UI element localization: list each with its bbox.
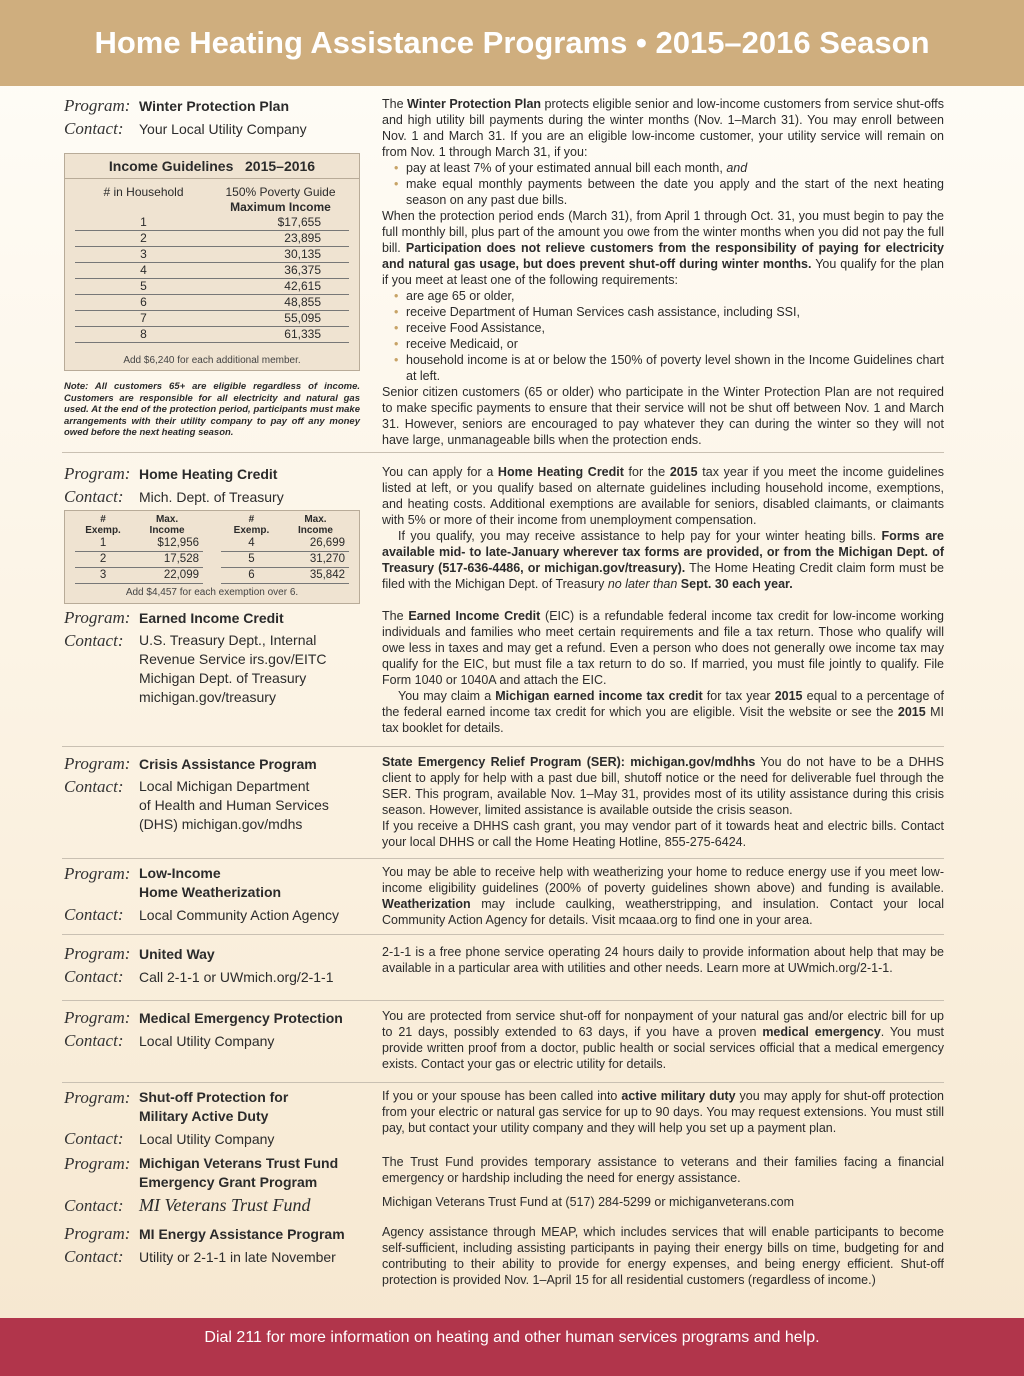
section-military-duty: Program: Shut-off Protection for Military Active Duty Contact: Local Utility Company If you or your spouse has been called into active military duty you may apply for shut-off protection from your electric or natural gas service for up to 90 days. You may request extensions. You must still pay, but contact your utility company and they will help you set up a payment plan. (64, 1088, 944, 1148)
contact-value: Your Local Utility Company (139, 121, 307, 137)
list-item: • receive Medicaid, or (406, 336, 944, 352)
table-row: 1 $12,956 (75, 536, 203, 552)
table-row: 5 42,615 (75, 279, 349, 295)
contact-value: Local Michigan Department of Health and Human Services (DHS) michigan.gov/mdhs (139, 778, 329, 832)
program-name: Low-Income Home Weatherization (139, 865, 282, 900)
heating-credit-description: You can apply for a Home Heating Credit for the 2015 tax year if you meet the income guidelines listed at left, or you qualify based on alternate guidelines including household income, exemptions, and heating costs. Additional exemptions are available for seniors, disabled claimants, or claimants with 5% or more of their income from unemployment compensation. If you qualify, you may receive assistance to help pay for your winter heating bills. Forms are available mid- to late-January wherever tax forms are provided, or from the Michigan Dept. of Treasury (517-636-4486, or michigan.gov/treasury). The Home Heating Credit claim form must be filed with the Michigan Dept. of Treasury no later than Sept. 30 each year. (382, 465, 945, 591)
section-veterans-trust-fund: Program: Michigan Veterans Trust Fund Emergency Grant Program Contact: MI Veterans Trust Fund The Trust Fund provides temporary assistance to veterans and their families facing a financial emergency or hardship including the need for energy assistance. Michigan Veterans Trust Fund at (517) 284-5299 or michiganveterans.com (64, 1154, 944, 1215)
section-meap: Program: MI Energy Assistance Program Contact: Utility or 2-1-1 in late November Agency assistance through MEAP, which includes services that will enable participants to become self-sufficient, including assisting participants in paying their energy bills on time, budgeting for and contributing to their ability to provide for energy expenses, and being energy efficient. Shut-off protection is provided Nov. 1–April 15 for all residential customers (regardless of income.) (64, 1224, 944, 1287)
winter-description: The Winter Protection Plan protects eligible senior and low-income customers from service shut-offs and high utility bill payments during the winter months (Nov. 1–March 31). You may enroll between Nov. 1 and March 31. If you are an eligible low-income customer, your utility service will remain on from Nov. 1 through March 31, if you: • pay at least 7% of your estimated annual bill each month, and • make equal monthly payments between the date you apply and the start of the next heating season on any past due bills. When the protection period ends (March 31), from April 1 through Oct. 31, you must begin to pay the full monthly bill, plus part of the amount you owe from the winter months when you did not pay the full bill. Participation does not relieve customers from the responsibility of paying for electricity and natural gas usage, but does prevent shut-off during winter months. You qualify for the plan if you meet at least one of the following requirements: • are age 65 or older, • receive Department of Human Services cash assistance, including SSI, • receive Food Assistance, • receive Medicaid, or • household income is at or below the 150% of poverty level shown in the Income Guidelines chart at left. Senior citizen customers (65 or older) who participate in the Winter Protection Plan are not required to make specific payments to ensure that their service will not be shut off between Nov. 1 and March 31. However, seniors are encouraged to pay whatever they can during the winter so they will not have large, unmanageable bills when the protection ends. (382, 96, 944, 448)
table-row: 4 36,375 (75, 263, 349, 279)
heating-credit-table: # Exemp. Max. Income 1 $12,956 2 17,528 3 22,099 # Exemp. Max. Income 4 26,699 5 31,270 6 35,842 Add $4,457 for each exemption over 6. (64, 510, 360, 604)
weatherization-description: You may be able to receive help with weatherizing your home to reduce energy use if you meet low-income eligibility guidelines (200% of poverty guidelines shown above) and funding is available. Weatherization may include caulking, weatherstripping, and insulation. Contact your local Community Action Agency for details. Visit mcaaa.org to find one in your area. (382, 865, 944, 927)
contact-value: Local Community Action Agency (139, 907, 339, 923)
veterans-description: The Trust Fund provides temporary assistance to veterans and their families facing a financial emergency or hardship including the need for energy assistance. Michigan Veterans Trust Fund at (517) 284-5299 or michiganveterans.com (382, 1155, 944, 1209)
eic-description: The Earned Income Credit (EIC) is a refundable federal income tax credit for low-income working individuals and families who meet certain requirements and file a tax return. Those who qualify will owe less in taxes and may get a refund. Even a person who does not generally owe income tax may qualify for the EIC, but must file a tax return to do so. If married, you must file jointly to qualify. File Form 1040 or 1040A and attach the EIC. You may claim a Michigan earned income tax credit for tax year 2015 equal to a percentage of the federal earned income tax credit for which you are eligible. Visit the website or see the 2015 MI tax booklet for details. (382, 609, 945, 735)
table-row: 2 17,528 (75, 552, 203, 568)
table-row: 2 23,895 (75, 231, 349, 247)
section-winter-protection (62, 96, 944, 453)
table-row: 6 48,855 (75, 295, 349, 311)
col-poverty-guide: 150% Poverty Guide (225, 185, 336, 199)
list-item: • pay at least 7% of your estimated annual bill each month, and (406, 160, 944, 176)
program-name: MI Energy Assistance Program (139, 1226, 345, 1242)
table-row: 6 35,842 (221, 568, 349, 584)
program-name: Home Heating Credit (139, 466, 278, 482)
contact-value: Local Utility Company (139, 1033, 275, 1049)
program-label: Program: (64, 96, 131, 115)
list-item: • make equal monthly payments between the date you apply and the start of the next heating season on any past due bills. (406, 176, 944, 208)
section-home-heating-credit: Program: Home Heating Credit Contact: Mich. Dept. of Treasury # Exemp. Max. Income 1 $12,956 2 17,528 3 22,099 # Exemp. Max. Income 4 26,699 5 31,270 6 35,842 Add $4,457 for each exemption over 6. You can apply for a Home Heating Credit for the 2015 tax year if you meet the income guidelines listed at left, or you qualify based on alternate guidelines including household income, exemptions, and heating costs. Additional exemptions are available for seniors, disabled claimants, or claimants with 5% or more of their income from unemployment compensation. If you qualify, you may receive assistance to help pay for your winter heating bills. Forms are available mid- to late-January wherever tax forms are provided, or from the Michigan Dept. of Treasury (517-636-4486, or michigan.gov/treasury). The Home Heating Credit claim form must be filed with the Michigan Dept. of Treasury no later than Sept. 30 each year. (62, 464, 944, 604)
table-row: 1 $17,655 (75, 215, 349, 231)
contact-label: Contact: (64, 119, 124, 138)
col-max-income: Maximum Income (230, 200, 331, 214)
requirements-list (382, 288, 944, 384)
program-name: Michigan Veterans Trust Fund Emergency Grant Program (139, 1155, 339, 1190)
table-row: 8 61,335 (75, 327, 349, 343)
contact-value: Local Utility Company (139, 1131, 275, 1147)
section-crisis-assistance: Program: Crisis Assistance Program Contact: Local Michigan Department of Health and Human Services (DHS) michigan.gov/mdhs State Emergency Relief Program (SER): michigan.gov/mdhhs You do not have to be a DHHS client to apply for help with a past due bill, shutoff notice or the need for deliverable fuel through the SER. This program, available Nov. 1–May 31, provides most of its utility assistance during this crisis season. However, limited assistance is available outside the crisis season. If you receive a DHHS cash grant, you may vendor part of it towards heat and electric bills. Contact your local DHHS or call the Home Heating Hotline, 855-275-6424. (62, 754, 944, 859)
income-rows (75, 215, 349, 343)
section-earned-income-credit: Program: Earned Income Credit Contact: U.S. Treasury Dept., Internal Revenue Service irs.gov/EITC Michigan Dept. of Treasury michigan.gov/treasury The Earned Income Credit (EIC) is a refundable federal income tax credit for low-income working individuals and families who meet certain requirements and file a tax return. Those who qualify will owe less in taxes and may get a refund. Even a person who does not generally owe income tax may qualify for the EIC, but must file a tax return to do so. If married, you must file jointly to qualify. File Form 1040 or 1040A and attach the EIC. You may claim a Michigan earned income tax credit for tax year 2015 equal to a percentage of the federal earned income tax credit for which you are eligible. Visit the website or see the 2015 MI tax booklet for details. (62, 608, 944, 747)
list-item: • receive Food Assistance, (406, 320, 944, 336)
table-row: 3 22,099 (75, 568, 203, 584)
contact-value: Mich. Dept. of Treasury (139, 489, 284, 505)
section-weatherization: Program: Low-Income Home Weatherization Contact: Local Community Action Agency You may be able to receive help with weatherizing your home to reduce energy use if you meet low-income eligibility guidelines (200% of poverty guidelines shown above) and funding is available. Weatherization may include caulking, weatherstripping, and insulation. Contact your local Community Action Agency for details. Visit mcaaa.org to find one in your area. (62, 864, 944, 935)
military-description: If you or your spouse has been called into active military duty you may apply for shut-off protection from your electric or natural gas service for up to 90 days. You may request extensions. You must still pay, but contact your utility company and they will help you set up a payment plan. (382, 1089, 944, 1135)
contact-value: MI Veterans Trust Fund (139, 1195, 311, 1215)
list-item: • household income is at or below the 150% of poverty level shown in the Income Guidelines chart at left. (406, 352, 944, 384)
col-household: # in Household (103, 185, 184, 199)
program-name: Medical Emergency Protection (139, 1010, 343, 1026)
table-row: 7 55,095 (75, 311, 349, 327)
list-item: • receive Department of Human Services cash assistance, including SSI, (406, 304, 944, 320)
program-name: Earned Income Credit (139, 610, 284, 626)
medical-description: You are protected from service shut-off for nonpayment of your natural gas and/or electric bill for up to 21 days, possibly extended to 63 days, if you have a proven medical emergency. You must provide written proof from a doctor, public health or social services official that a medical emergency exists. Contact your gas or electric utility for details. (382, 1009, 944, 1071)
crisis-description: State Emergency Relief Program (SER): michigan.gov/mdhhs You do not have to be a DHHS client to apply for help with a past due bill, shutoff notice or the need for deliverable fuel through the SER. This program, available Nov. 1–May 31, provides most of its utility assistance during this crisis season. However, limited assistance is available outside the crisis season. If you receive a DHHS cash grant, you may vendor part of it towards heat and electric bills. Contact your local DHHS or call the Home Heating Hotline, 855-275-6424. (382, 755, 944, 849)
table-row: 4 26,699 (221, 536, 349, 552)
income-guidelines-table (64, 153, 360, 371)
program-name: Shut-off Protection for Military Active Duty (139, 1089, 289, 1124)
meap-description: Agency assistance through MEAP, which includes services that will enable participants to become self-sufficient, including assisting participants in paying their energy bills on time, budgeting for and contributing to their ability to provide for energy expenses, and being energy efficient. Shut-off protection is provided Nov. 1–April 15 for all residential customers (regardless of income.) (382, 1225, 944, 1287)
program-name: Winter Protection Plan (139, 98, 290, 114)
winter-note: Note: All customers 65+ are eligible regardless of income. Customers are responsible for all electricity and natural gas used. At the end of the protection period, participants must make arrangements with their utility company to pay off any money owed before the next heating season. (64, 381, 360, 438)
table-title: Income Guidelines 2015–2016 (65, 154, 359, 179)
program-name: United Way (139, 946, 215, 962)
table-footnote: Add $6,240 for each additional member. (123, 355, 301, 366)
contact-value: U.S. Treasury Dept., Internal Revenue Service irs.gov/EITC Michigan Dept. of Treasury michigan.gov/treasury (139, 632, 327, 705)
united-way-description: 2-1-1 is a free phone service operating 24 hours daily to provide information about help that may be available in a particular area with utilities and other needs. Learn more at UWmich.org/2-1-1. (382, 945, 944, 975)
footer-banner: Dial 211 for more information on heating and other human services programs and help. (0, 1318, 1024, 1376)
table-footnote: Add $4,457 for each exemption over 6. (125, 587, 299, 598)
table-row: 3 30,135 (75, 247, 349, 263)
page-title: Home Heating Assistance Programs • 2015–2016 Season (0, 0, 1024, 86)
contact-value: Utility or 2-1-1 in late November (139, 1249, 336, 1265)
program-name: Crisis Assistance Program (139, 756, 317, 772)
list-item: • are age 65 or older, (406, 288, 944, 304)
contact-value: Call 2-1-1 or UWmich.org/2-1-1 (139, 969, 334, 985)
section-medical-emergency: Program: Medical Emergency Protection Contact: Local Utility Company You are protected from service shut-off for nonpayment of your natural gas and/or electric bill for up to 21 days, possibly extended to 63 days, if you have a proven medical emergency. You must provide written proof from a doctor, public health or social services official that a medical emergency exists. Contact your gas or electric utility for details. (62, 1008, 944, 1083)
section-united-way: Program: United Way Contact: Call 2-1-1 or UWmich.org/2-1-1 2-1-1 is a free phone service operating 24 hours daily to provide information about help that may be available in a particular area with utilities and other needs. Learn more at UWmich.org/2-1-1. (62, 944, 944, 1001)
table-row: 5 31,270 (221, 552, 349, 568)
